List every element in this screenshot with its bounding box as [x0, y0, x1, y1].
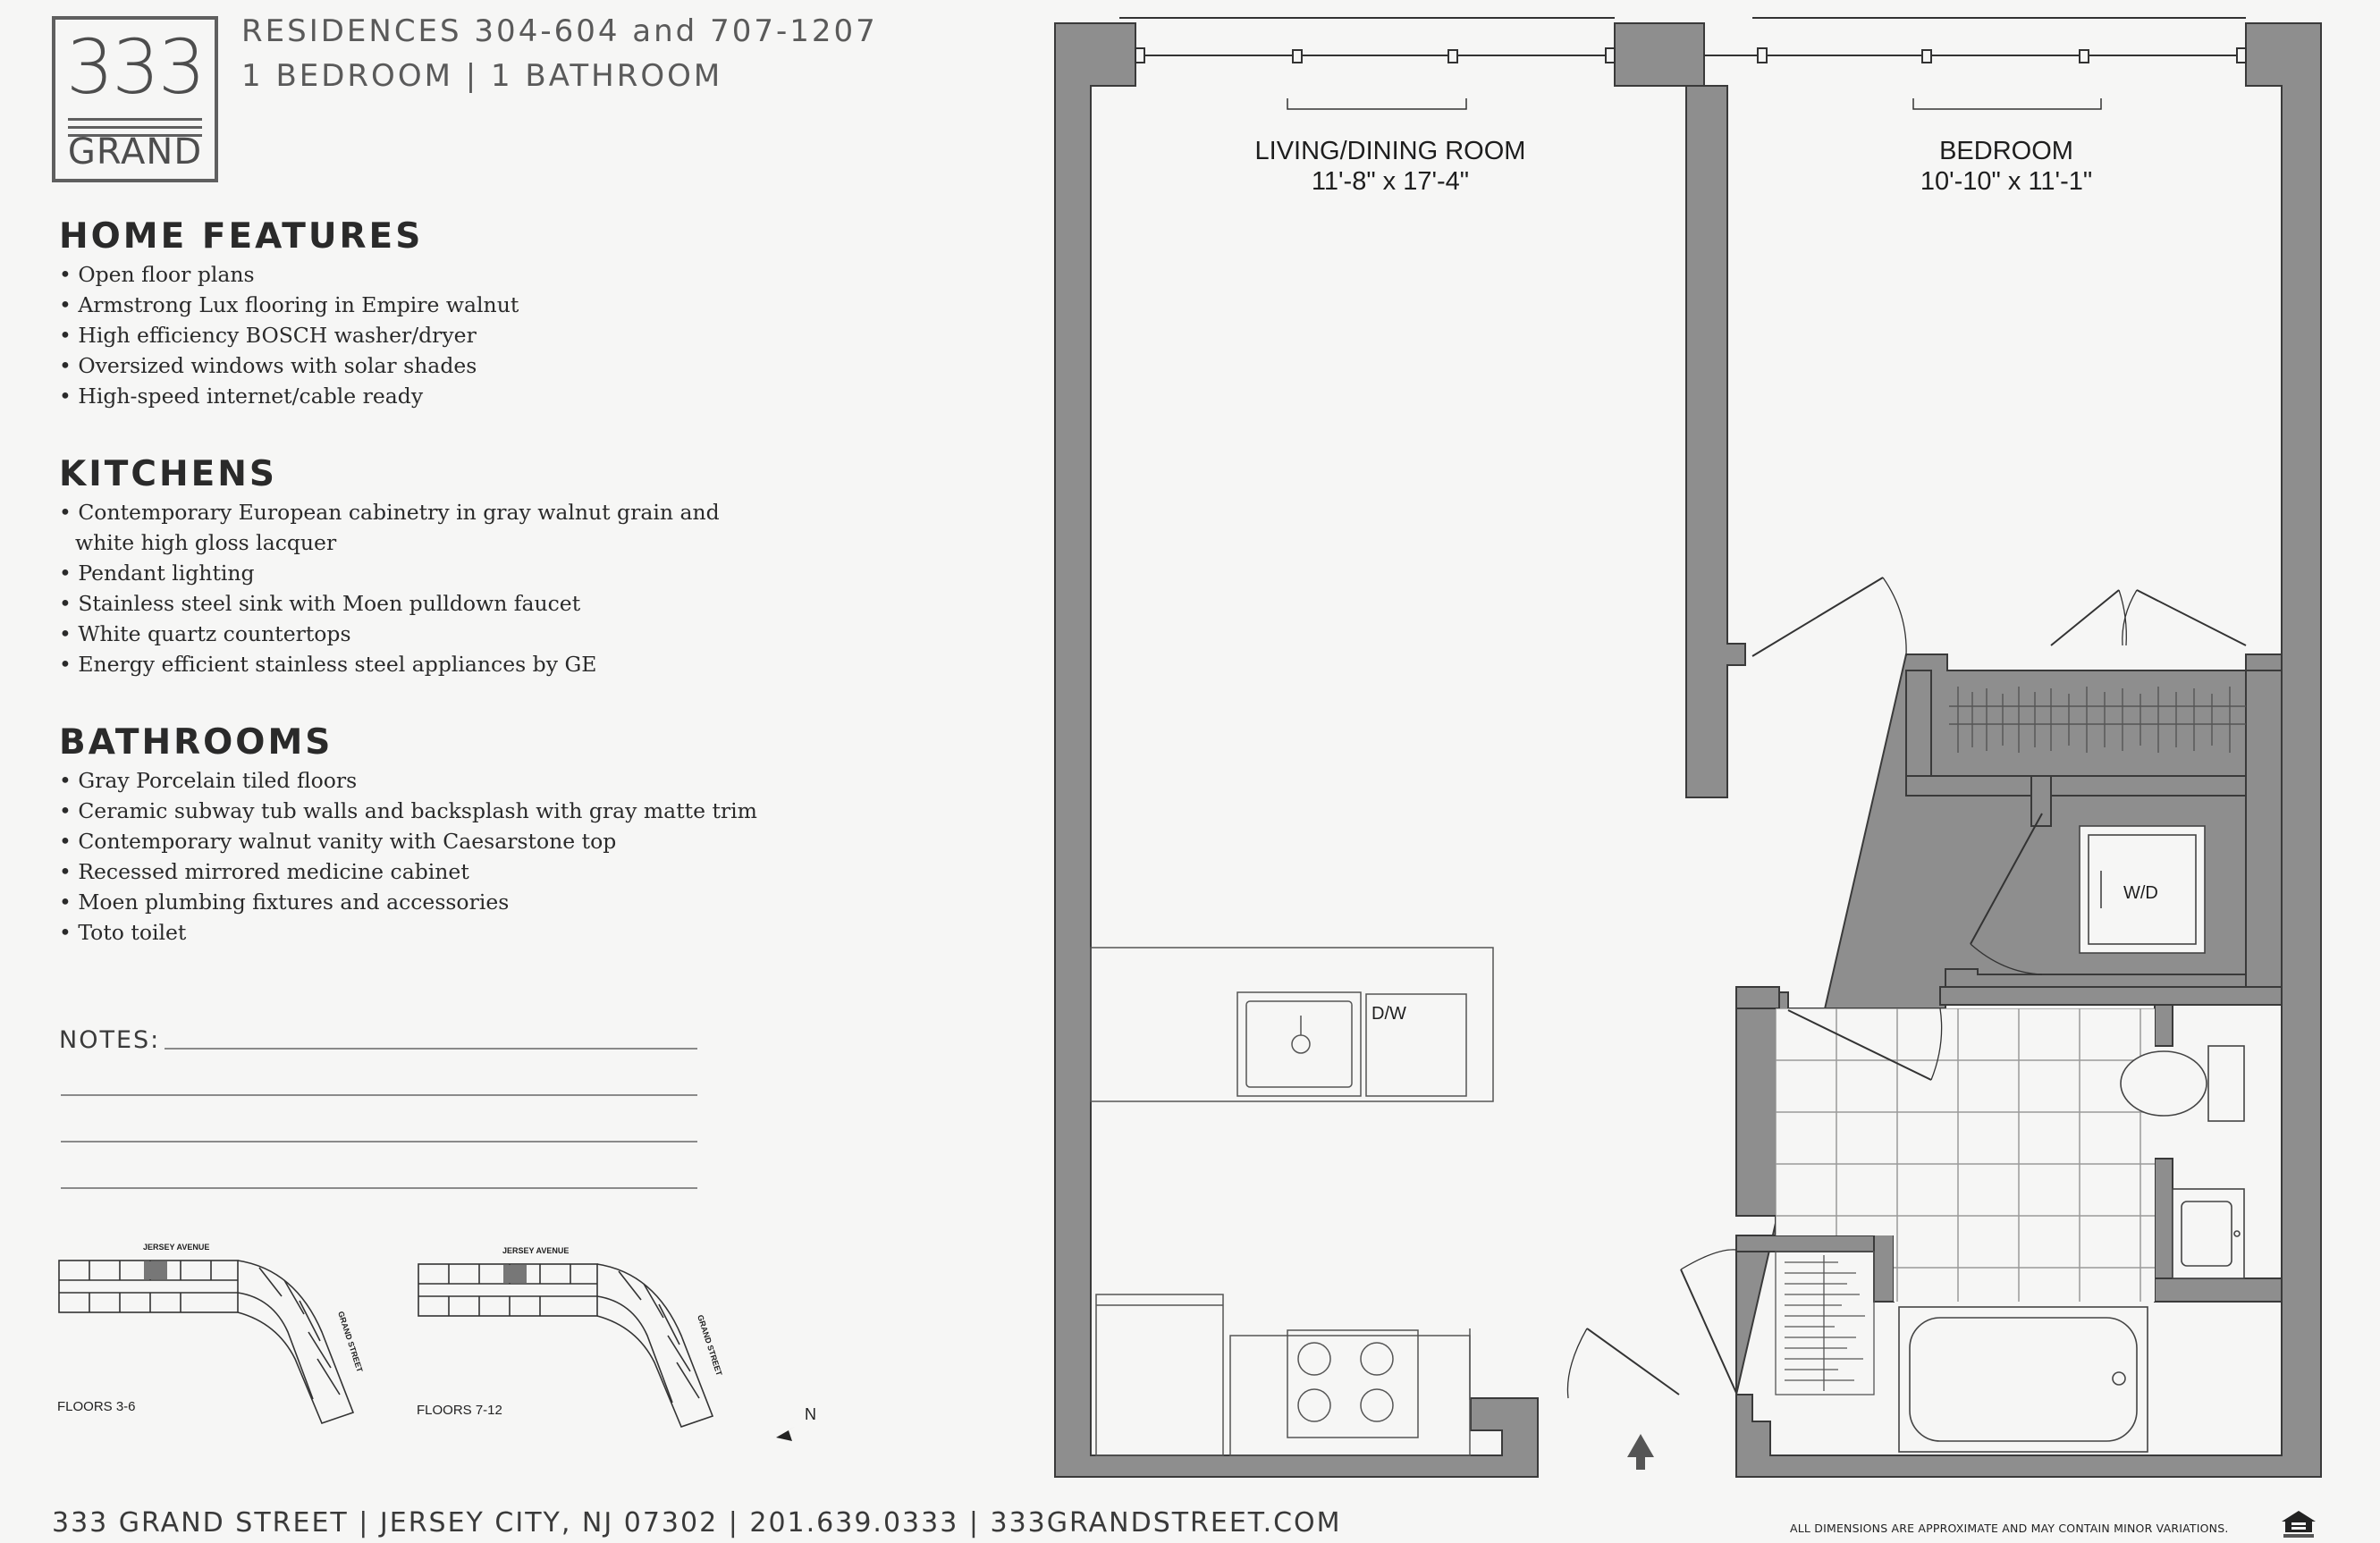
unit-highlight: [503, 1265, 527, 1283]
list-item: • Contemporary walnut vanity with Caesarstone top: [59, 829, 617, 854]
logo-word: GRAND: [67, 131, 203, 173]
list-item: • Stainless steel sink with Moen pulldown faucet: [59, 591, 581, 616]
list-item: • Contemporary European cabinetry in gray walnut grain and: [59, 500, 720, 525]
north-label: N: [805, 1405, 816, 1423]
bathrooms-section: [59, 721, 757, 948]
floors-label: FLOORS 3-6: [57, 1399, 136, 1414]
washer-dryer-label: W/D: [2123, 883, 2158, 903]
notes-line: [61, 1094, 697, 1096]
key-plan-floors-7-12: [413, 1237, 744, 1443]
entry-arrow-icon: [1627, 1434, 1654, 1470]
list-item: • High efficiency BOSCH washer/dryer: [59, 323, 477, 348]
street-label-side: GRAND STREET: [696, 1313, 724, 1378]
bathroom-tile-floor: [1894, 1235, 2155, 1302]
footer-address: 333 GRAND STREET | JERSEY CITY, NJ 07302 | 201.639.0333 | 333GRANDSTREET.COM: [52, 1507, 1342, 1539]
floor-plan: [1046, 13, 2334, 1488]
bathrooms-title: BATHROOMS: [59, 722, 333, 763]
kitchen-counter: [1096, 1294, 1470, 1455]
street-label-top: JERSEY AVENUE: [502, 1246, 570, 1255]
toilet-icon: [2121, 1046, 2244, 1121]
bedroom-size: 10'-10" x 11'-1": [1920, 167, 2093, 196]
kitchens-section: [59, 452, 720, 679]
north-arrow-icon: [771, 1400, 824, 1445]
list-item: • Pendant lighting: [59, 561, 255, 586]
notes-line: [61, 1141, 697, 1142]
floors-label: FLOORS 7-12: [417, 1403, 502, 1418]
list-item: • Gray Porcelain tiled floors: [59, 768, 358, 793]
living-room-size: 11'-8" x 17'-4": [1311, 167, 1470, 196]
notes-line: [61, 1187, 697, 1189]
living-room-name: LIVING/DINING ROOM: [1254, 137, 1526, 165]
kitchens-list: [59, 497, 720, 679]
dishwasher-label: D/W: [1371, 1004, 1406, 1024]
building-logo: [52, 16, 218, 182]
unit-highlight: [144, 1261, 167, 1279]
key-plan-floors-3-6: [54, 1234, 384, 1439]
home-features-title: HOME FEATURES: [59, 216, 424, 257]
list-item: [59, 527, 720, 558]
bathrooms-list: [59, 765, 757, 948]
list-item: • Moen plumbing fixtures and accessories: [59, 890, 510, 915]
home-features-list: [59, 259, 519, 411]
footer-disclaimer: ALL DIMENSIONS ARE APPROXIMATE AND MAY CONTAIN MINOR VARIATIONS.: [1790, 1522, 2229, 1535]
bathroom-tile-floor: [1776, 1008, 2155, 1235]
list-item: • Ceramic subway tub walls and backsplash with gray matte trim: [59, 798, 757, 823]
vanity-sink-icon: [2173, 1189, 2244, 1278]
list-item: • Energy efficient stainless steel appliances by GE: [59, 652, 597, 677]
notes-label: NOTES:: [59, 1026, 161, 1054]
list-item: • Toto toilet: [59, 920, 187, 945]
home-features-section: [59, 215, 519, 411]
equal-housing-icon: [2280, 1509, 2317, 1539]
list-item-continuation: white high gloss lacquer: [75, 530, 337, 555]
residences-title: RESIDENCES 304-604 and 707-1207: [241, 13, 878, 49]
list-item: • High-speed internet/cable ready: [59, 384, 424, 409]
kitchens-title: KITCHENS: [59, 454, 277, 494]
bedroom-name: BEDROOM: [1939, 137, 2073, 165]
bathtub-icon: [1899, 1307, 2148, 1452]
kitchen-island: [1091, 948, 1493, 1101]
street-label-top: JERSEY AVENUE: [143, 1243, 210, 1252]
layout-title: 1 BEDROOM | 1 BATHROOM: [241, 58, 723, 94]
notes-line: [165, 1048, 697, 1050]
linen-closet: [1776, 1252, 1874, 1395]
list-item: • White quartz countertops: [59, 621, 351, 646]
logo-number: 333: [65, 23, 205, 111]
list-item: • Oversized windows with solar shades: [59, 353, 477, 378]
list-item: • Armstrong Lux flooring in Empire walnut: [59, 292, 519, 317]
list-item: • Recessed mirrored medicine cabinet: [59, 859, 469, 884]
list-item: • Open floor plans: [59, 262, 255, 287]
street-label-side: GRAND STREET: [336, 1310, 365, 1374]
